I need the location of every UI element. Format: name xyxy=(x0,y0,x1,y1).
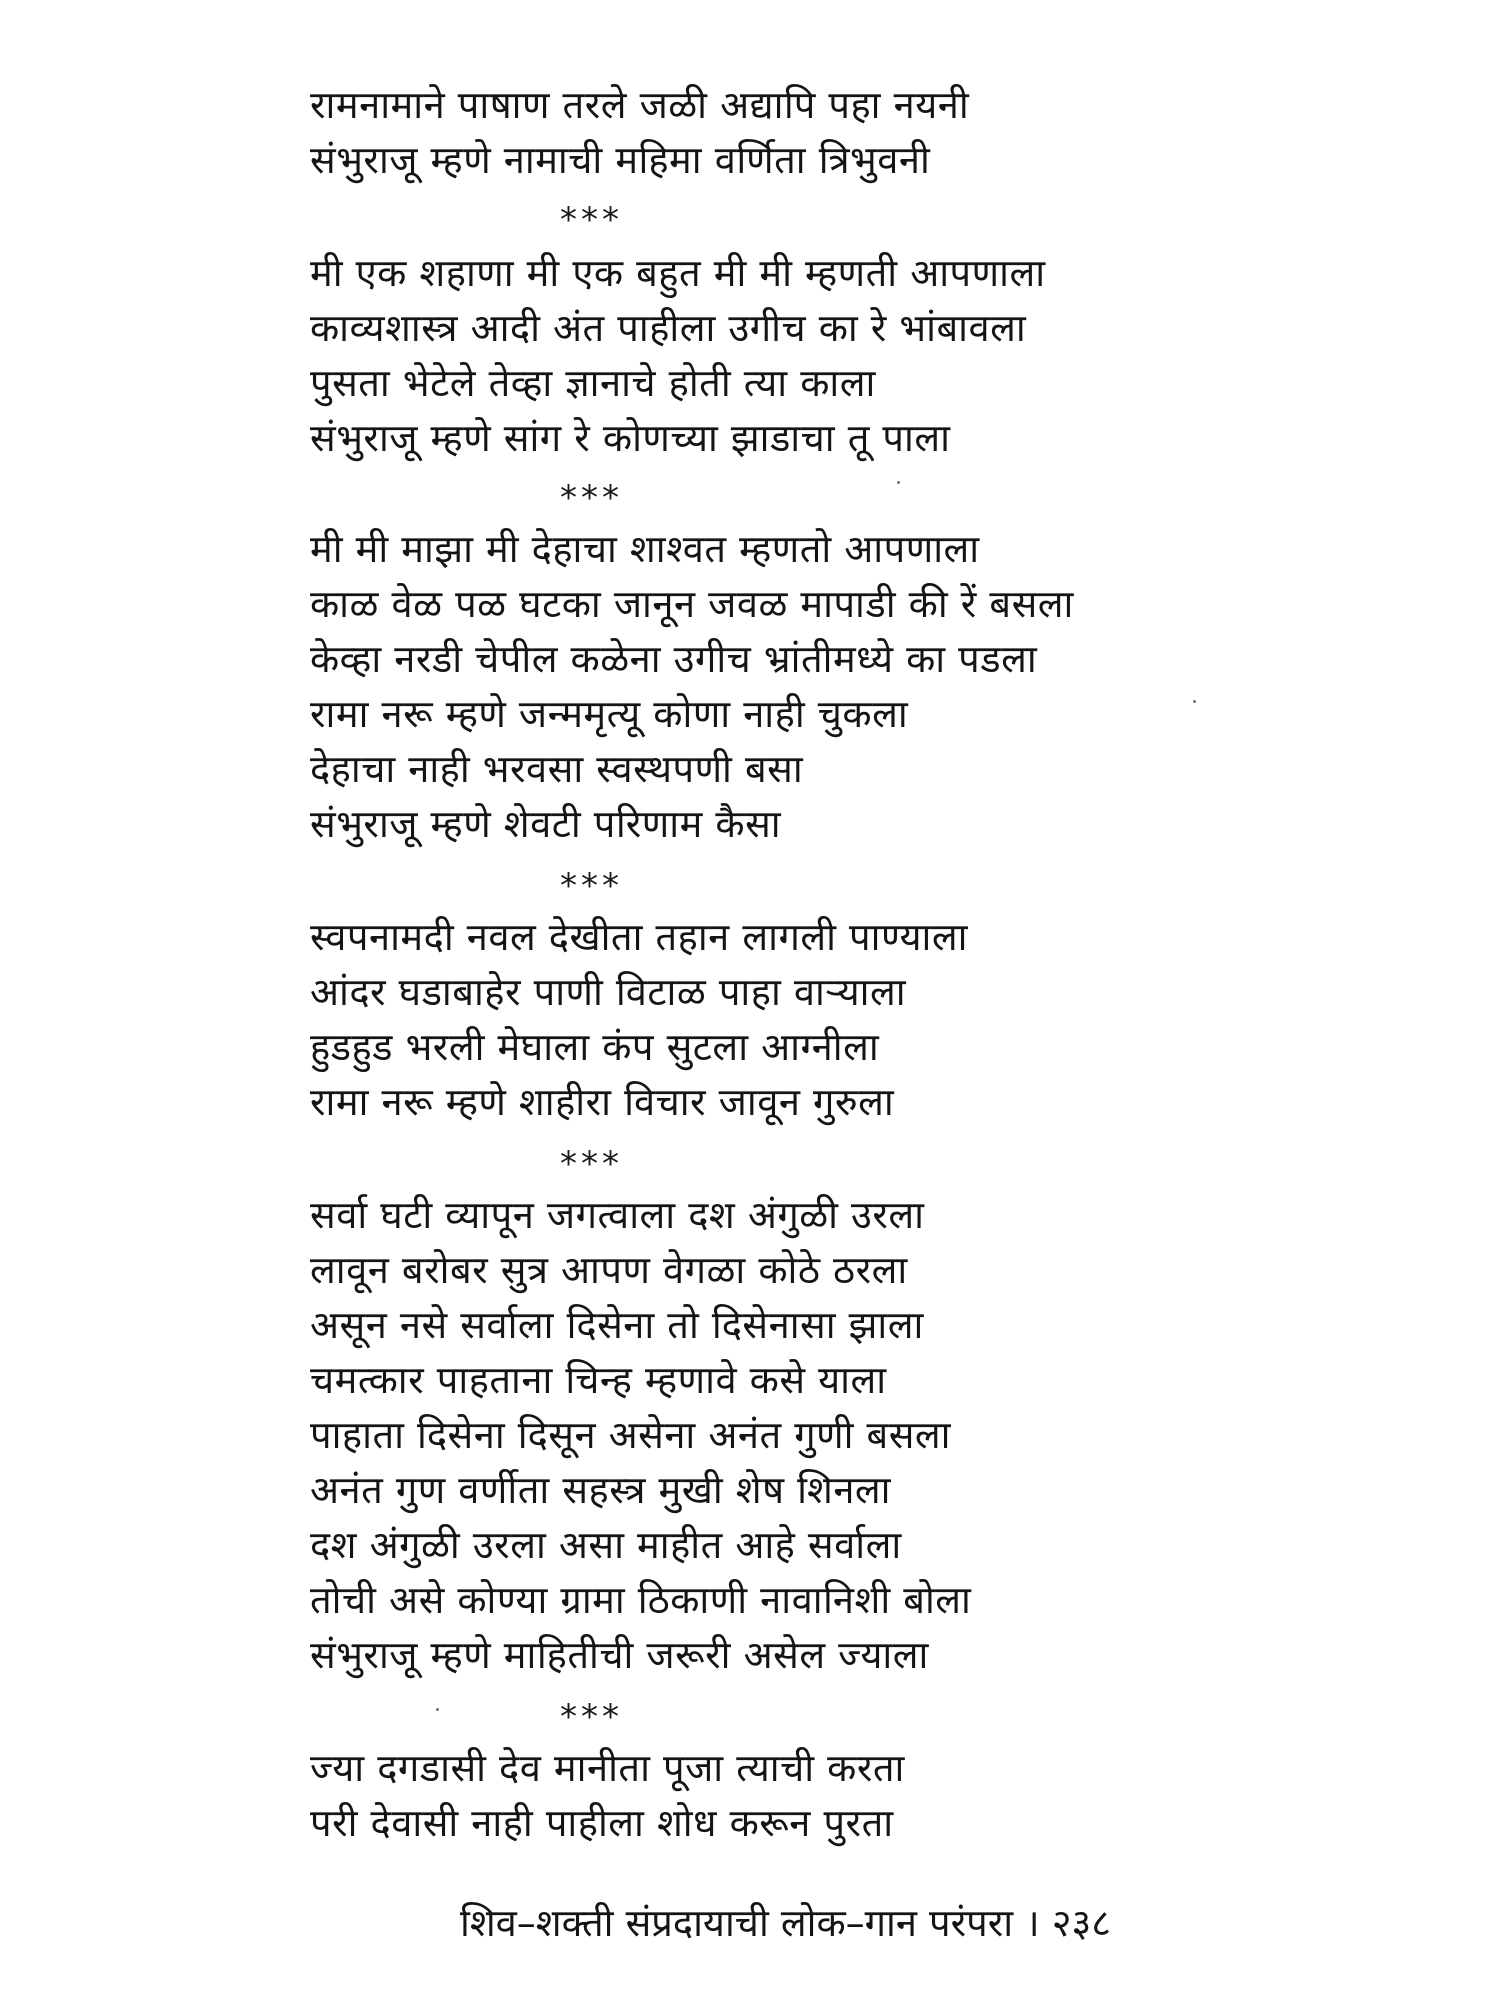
verse-line: मी मी माझा मी देहाचा शाश्वत म्हणतो आपणाला xyxy=(310,527,980,571)
stanza-separator: *** xyxy=(560,866,623,906)
stanza-separator: *** xyxy=(560,1697,623,1737)
scan-speck xyxy=(1193,700,1196,703)
verse-line: ज्या दगडासी देव मानीता पूजा त्याची करता xyxy=(310,1746,905,1790)
stanza-separator: *** xyxy=(560,1144,623,1184)
verse-line: परी देवासी नाही पाहीला शोध करून पुरता xyxy=(310,1801,894,1845)
verse-line: संभुराजू म्हणे नामाची महिमा वर्णिता त्रिभुवनी xyxy=(310,138,931,182)
verse-line: रामा नरू म्हणे जन्ममृत्यू कोणा नाही चुकला xyxy=(310,692,909,736)
page-footer: शिव–शक्ती संप्रदायाची लोक–गान परंपरा । २३८ xyxy=(460,1901,1111,1945)
verse-line: केव्हा नरडी चेपील कळेना उगीच भ्रांतीमध्ये का पडला xyxy=(310,637,1038,681)
verse-line: दश अंगुळी उरला असा माहीत आहे सर्वाला xyxy=(310,1523,902,1567)
stanza-separator: *** xyxy=(560,200,623,240)
verse-line: आंदर घडाबाहेर पाणी विटाळ पाहा वाऱ्याला xyxy=(310,970,907,1014)
verse-line: रामनामाने पाषाण तरले जळी अद्यापि पहा नयनी xyxy=(310,83,970,127)
verse-line: रामा नरू म्हणे शाहीरा विचार जावून गुरुला xyxy=(310,1080,895,1124)
verse-line: काळ वेळ पळ घटका जानून जवळ मापाडी की रें बसला xyxy=(310,582,1074,626)
verse-line: देहाचा नाही भरवसा स्वस्थपणी बसा xyxy=(310,747,804,791)
verse-line: मी एक शहाणा मी एक बहुत मी मी म्हणती आपणाला xyxy=(310,251,1046,295)
verse-line: संभुराजू म्हणे शेवटी परिणाम कैसा xyxy=(310,802,782,846)
verse-line: काव्यशास्त्र आदी अंत पाहीला उगीच का रे भांबावला xyxy=(310,306,1027,350)
scan-speck xyxy=(436,1708,439,1711)
stanza-separator: *** xyxy=(560,478,623,518)
verse-line: सर्वा घटी व्यापून जगत्वाला दश अंगुळी उरला xyxy=(310,1193,925,1237)
verse-line: लावून बरोबर सुत्र आपण वेगळा कोठे ठरला xyxy=(310,1248,908,1292)
verse-line: तोची असे कोण्या ग्रामा ठिकाणी नावानिशी बोला xyxy=(310,1578,972,1622)
verse-line: स्वपनामदी नवल देखीता तहान लागली पाण्याला xyxy=(310,915,968,959)
verse-line: पुसता भेटेले तेव्हा ज्ञानाचे होती त्या काला xyxy=(310,361,876,405)
verse-line: हुडहुड भरली मेघाला कंप सुटला आग्नीला xyxy=(310,1025,880,1069)
verse-line: पाहाता दिसेना दिसून असेना अनंत गुणी बसला xyxy=(310,1413,951,1457)
verse-line: चमत्कार पाहताना चिन्ह म्हणावे कसे याला xyxy=(310,1358,887,1402)
verse-line: असून नसे सर्वाला दिसेना तो दिसेनासा झाला xyxy=(310,1303,924,1347)
verse-line: संभुराजू म्हणे माहितीची जरूरी असेल ज्याला xyxy=(310,1633,929,1677)
scan-speck xyxy=(897,481,900,484)
verse-line: संभुराजू म्हणे सांग रे कोणच्या झाडाचा तू पाला xyxy=(310,416,951,460)
verse-line: अनंत गुण वर्णीता सहस्त्र मुखी शेष शिनला xyxy=(310,1468,892,1512)
